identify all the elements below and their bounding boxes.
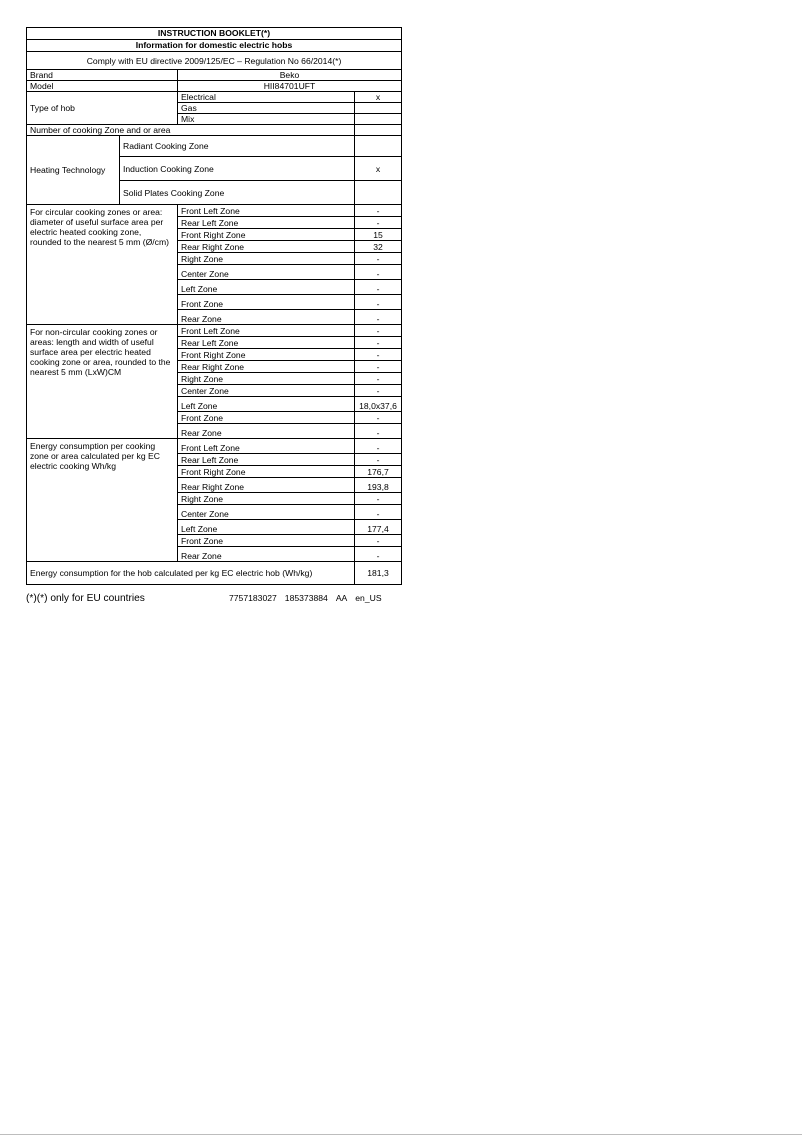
brand-value: Beko <box>178 70 402 81</box>
heating-row <box>27 136 402 157</box>
zone-value: - <box>355 280 402 295</box>
footer-note: (*)(*) only for EU countries <box>26 593 145 604</box>
zone-name: Front Left Zone <box>178 205 355 217</box>
heating-value <box>355 136 402 157</box>
zone-value: 15 <box>355 229 402 241</box>
title-row <box>27 28 402 40</box>
total-row <box>27 562 402 585</box>
zone-name: Rear Zone <box>178 547 355 562</box>
hob-type-name: Gas <box>178 103 355 114</box>
brand-label: Brand <box>27 70 178 81</box>
zone-name: Right Zone <box>178 493 355 505</box>
comply-row <box>27 52 402 70</box>
booklet-subtitle: Information for domestic electric hobs <box>27 40 402 52</box>
zone-name: Center Zone <box>178 505 355 520</box>
zone-name: Front Right Zone <box>178 466 355 478</box>
model-row <box>27 81 402 92</box>
zone-value: 18,0x37,6 <box>355 397 402 412</box>
zone-name: Rear Zone <box>178 424 355 439</box>
zone-value: - <box>355 205 402 217</box>
zone-name: Front Zone <box>178 412 355 424</box>
lang-code: en_US <box>355 593 382 603</box>
heating-value <box>355 181 402 205</box>
zone-row <box>27 439 402 454</box>
hob-type-value <box>355 103 402 114</box>
total-value: 181,3 <box>355 562 402 585</box>
zone-name: Left Zone <box>178 397 355 412</box>
zone-name: Rear Right Zone <box>178 478 355 493</box>
zone-name: Rear Left Zone <box>178 217 355 229</box>
zone-value: - <box>355 265 402 280</box>
info-sheet <box>26 27 401 585</box>
zones-count-value <box>355 125 402 136</box>
zone-value: - <box>355 337 402 349</box>
hob-type-label: Type of hob <box>27 92 178 125</box>
heating-label: Heating Technology <box>27 136 120 205</box>
circular-label: For circular cooking zones or area: diameter of useful surface area per electric heated cooking zone, rounded to the nearest 5 mm (Ø/cm) <box>27 205 178 325</box>
zone-name: Rear Left Zone <box>178 337 355 349</box>
energy-label: Energy consumption per cooking zone or area calculated per kg EC electric cooking Wh/kg <box>27 439 178 562</box>
zone-name: Right Zone <box>178 373 355 385</box>
zone-value: - <box>355 349 402 361</box>
heating-name: Radiant Cooking Zone <box>120 136 355 157</box>
hob-type-name: Mix <box>178 114 355 125</box>
hob-type-value <box>355 114 402 125</box>
model-value: HII84701UFT <box>178 81 402 92</box>
zone-value: 193,8 <box>355 478 402 493</box>
zone-name: Front Left Zone <box>178 439 355 454</box>
model-label: Model <box>27 81 178 92</box>
zone-value: 176,7 <box>355 466 402 478</box>
zone-value: - <box>355 373 402 385</box>
zone-name: Rear Zone <box>178 310 355 325</box>
page-divider <box>0 1134 802 1135</box>
hob-info-table <box>26 27 402 585</box>
hob-type-row <box>27 92 402 103</box>
zone-value: - <box>355 385 402 397</box>
footer-codes <box>221 593 382 603</box>
zone-row <box>27 205 402 217</box>
zone-value: - <box>355 217 402 229</box>
heating-value: x <box>355 157 402 181</box>
zone-value: 32 <box>355 241 402 253</box>
zone-value: - <box>355 547 402 562</box>
comply-text: Comply with EU directive 2009/125/EC – Regulation No 66/2014(*) <box>27 52 402 70</box>
zone-name: Front Zone <box>178 295 355 310</box>
zone-name: Rear Right Zone <box>178 361 355 373</box>
noncircular-label: For non-circular cooking zones or areas: length and width of useful surface area per electric heated cooking zone or area, rounded to the nearest 5 mm (LxW)CM <box>27 325 178 439</box>
zone-name: Rear Right Zone <box>178 241 355 253</box>
hob-type-name: Electrical <box>178 92 355 103</box>
zone-name: Right Zone <box>178 253 355 265</box>
total-label: Energy consumption for the hob calculated per kg EC electric hob (Wh/kg) <box>27 562 355 585</box>
zone-value: - <box>355 439 402 454</box>
zone-name: Rear Left Zone <box>178 454 355 466</box>
booklet-title: INSTRUCTION BOOKLET(*) <box>27 28 402 40</box>
zone-name: Front Zone <box>178 535 355 547</box>
code-3: AA <box>335 593 348 603</box>
subtitle-row <box>27 40 402 52</box>
code-1: 7757183027 <box>229 593 277 603</box>
zones-count-label: Number of cooking Zone and or area <box>27 125 355 136</box>
zone-name: Center Zone <box>178 385 355 397</box>
zone-name: Left Zone <box>178 520 355 535</box>
zone-value: - <box>355 505 402 520</box>
zone-value: - <box>355 412 402 424</box>
zone-value: - <box>355 535 402 547</box>
heating-name: Induction Cooking Zone <box>120 157 355 181</box>
zone-value: - <box>355 325 402 337</box>
zone-value: - <box>355 361 402 373</box>
brand-row <box>27 70 402 81</box>
zone-name: Left Zone <box>178 280 355 295</box>
code-2: 185373884 <box>284 593 328 603</box>
zone-row <box>27 325 402 337</box>
zone-value: - <box>355 295 402 310</box>
zone-value: - <box>355 493 402 505</box>
zone-name: Front Left Zone <box>178 325 355 337</box>
zone-name: Center Zone <box>178 265 355 280</box>
zone-value: 177,4 <box>355 520 402 535</box>
heating-name: Solid Plates Cooking Zone <box>120 181 355 205</box>
footer <box>26 592 406 608</box>
zone-name: Front Right Zone <box>178 349 355 361</box>
zone-value: - <box>355 454 402 466</box>
zone-value: - <box>355 253 402 265</box>
zone-value: - <box>355 310 402 325</box>
zones-count-row <box>27 125 402 136</box>
zone-name: Front Right Zone <box>178 229 355 241</box>
hob-type-value: x <box>355 92 402 103</box>
zone-value: - <box>355 424 402 439</box>
